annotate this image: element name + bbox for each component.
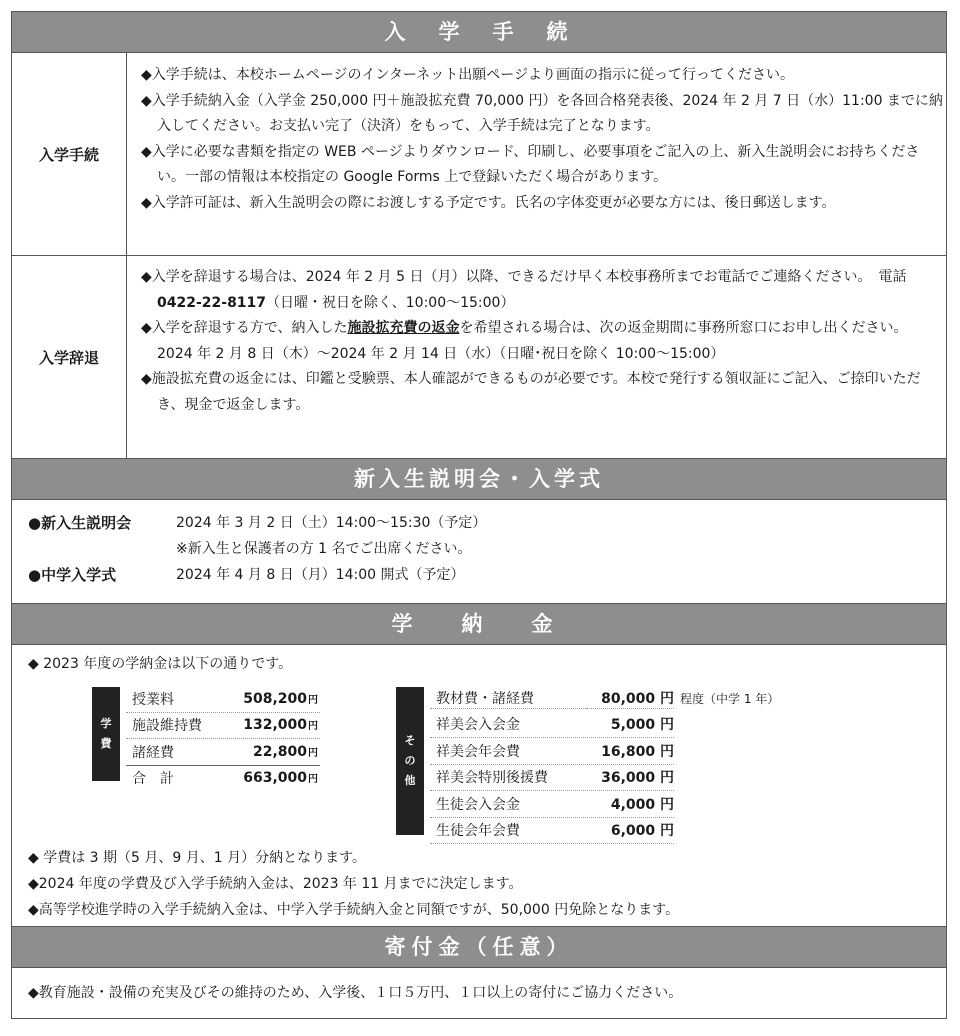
fees-header <box>12 604 946 645</box>
fee-name: 生徒会入会金 <box>436 796 520 813</box>
fee-note: 程度（中学 1 年） <box>680 692 780 707</box>
withdraw-item-text: ◆入学を辞退する方で、納入した <box>141 320 348 336</box>
fee-amount: 6,000 円 <box>610 823 674 840</box>
orientation-note: ※新入生と保護者の方 1 名でご出席ください。 <box>176 541 472 557</box>
fee-row <box>126 713 320 740</box>
phone-number: 0422-22-8117 <box>157 294 267 311</box>
procedure-body <box>127 53 946 255</box>
fees-header-text: 学 納 金 <box>391 612 567 636</box>
fee-amount: 80,000 円 <box>586 688 674 709</box>
withdraw-item: ◆施設拡充費の返金には、印鑑と受験票、本人確認ができるものが必要です。本校で発行する領収証にご記入、ご捺印いただき、現金で返金します。 <box>141 371 921 413</box>
fee-amount: 5,000 円 <box>610 717 674 734</box>
fee-name: 合 計 <box>132 771 174 788</box>
fee-amount: 36,000 円 <box>601 770 674 787</box>
fees-note: ◆2024 年度の学費及び入学手続納入金は、2023 年 11 月までに決定します。 <box>28 876 523 892</box>
fee-row <box>430 686 779 712</box>
fee-name: 施設維持費 <box>132 718 202 735</box>
fee-row <box>126 739 320 766</box>
tuition-tab-char: 学 <box>100 717 112 730</box>
fee-amount: 132,000円 <box>243 717 318 734</box>
procedure-item: ◆入学許可証は、新入生説明会の際にお渡しする予定です。氏名の字体変更が必要な方には、後日郵送します。 <box>141 194 836 211</box>
tuition-tab-char: 費 <box>100 737 112 750</box>
orientation-event <box>28 510 946 536</box>
fee-total-row <box>126 766 320 792</box>
fee-name: 諸経費 <box>132 744 174 761</box>
fee-amount: 22,800円 <box>252 743 318 760</box>
fee-amount: 508,200円 <box>243 690 318 707</box>
other-table <box>430 686 779 844</box>
tuition-table <box>126 686 320 791</box>
fee-row <box>430 818 674 845</box>
orientation-date: 2024 年 3 月 2 日（土）14:00〜15:30（予定） <box>176 515 487 531</box>
events-section <box>12 500 946 604</box>
refund-link: 施設拡充費の返金 <box>347 320 460 336</box>
withdraw-item-text: を希望される場合は、次の返金期間に事務所窓口にお申し出ください。 <box>459 320 908 336</box>
phone-hours: （日曜・祝日を除く、10:00〜15:00） <box>266 294 515 311</box>
fee-name: 祥美会入会金 <box>436 717 520 734</box>
procedure-item: ◆入学に必要な書類を指定の WEB ページよりダウンロード、印刷し、必要事項をご記入の上、新入生説明会にお持ちください。一部の情報は本校指定の Google Forms 上で登録いただく場合があります。 <box>141 143 920 185</box>
donation-text: ◆教育施設・設備の充実及びその維持のため、入学後、１口５万円、１口以上の寄付にご協力ください。 <box>28 985 683 1001</box>
other-tab-char: の <box>404 754 416 767</box>
withdraw-item-text: ◆入学を辞退する場合は、2024 年 2 月 5 日（月）以降、できるだけ早く本校事務所までお電話でご連絡ください。 電話 <box>141 269 907 285</box>
fee-name: 教材費・諸経費 <box>430 688 586 709</box>
procedure-header-text: 入 学 手 続 <box>384 20 574 44</box>
events-header-text: 新入生説明会・入学式 <box>354 467 604 491</box>
fee-amount: 663,000円 <box>243 770 318 787</box>
fees-note: ◆ 学費は 3 期（5 月、9 月、1 月）分納となります。 <box>28 850 366 866</box>
donation-header-text: 寄付金（任意） <box>384 935 574 959</box>
ceremony-date: 2024 年 4 月 8 日（月）14:00 開式（予定） <box>176 567 465 583</box>
fee-name: 祥美会年会費 <box>436 743 520 760</box>
withdraw-row <box>12 256 946 459</box>
procedure-item: ◆入学手続は、本校ホームページのインターネット出願ページより画面の指示に従って行ってください。 <box>141 67 794 83</box>
procedure-item: ◆入学手続納入金（入学金 250,000 円＋施設拡充費 70,000 円）を各回合格発表後、2024 年 2 月 7 日（水）11:00 までに納入してください。お支払い完了（決済）をもって、入学手続は完了となります。 <box>141 92 943 134</box>
fee-name: 祥美会特別後援費 <box>436 770 548 787</box>
fee-name: 授業料 <box>132 691 174 708</box>
events-header <box>12 459 946 500</box>
refund-period: 2024 年 2 月 8 日（木）〜2024 年 2 月 14 日（水）（日曜･祝日を除く 10:00〜15:00） <box>157 345 725 362</box>
fee-row <box>430 791 674 818</box>
fee-amount: 16,800 円 <box>601 743 674 760</box>
ceremony-label: ●中学入学式 <box>28 566 117 584</box>
procedure-label: 入学手続 <box>12 53 127 255</box>
fees-section <box>12 645 946 927</box>
tuition-tab <box>92 687 120 781</box>
other-tab-char: そ <box>404 734 416 747</box>
procedure-header <box>12 12 946 53</box>
other-tab <box>396 687 424 835</box>
fee-row <box>430 712 674 739</box>
fee-row <box>126 686 320 713</box>
orientation-label: ●新入生説明会 <box>28 514 132 532</box>
fee-name: 生徒会年会費 <box>436 823 520 840</box>
procedure-row <box>12 53 946 256</box>
withdraw-body <box>127 256 946 458</box>
fees-note: ◆高等学校進学時の入学手続納入金は、中学入学手続納入金と同額ですが、50,000 円免除となります。 <box>28 902 680 918</box>
admission-guide <box>11 11 947 1019</box>
withdraw-item <box>141 265 946 316</box>
fee-row <box>430 738 674 765</box>
withdraw-label: 入学辞退 <box>12 256 127 458</box>
orientation-note-row <box>28 536 946 562</box>
withdraw-item <box>141 316 946 342</box>
other-tab-char: 他 <box>404 774 416 787</box>
fees-intro: ◆ 2023 年度の学納金は以下の通りです。 <box>28 656 293 672</box>
donation-header <box>12 927 946 968</box>
fee-row <box>430 765 674 792</box>
ceremony-event <box>28 562 946 588</box>
fee-amount: 4,000 円 <box>610 796 674 813</box>
